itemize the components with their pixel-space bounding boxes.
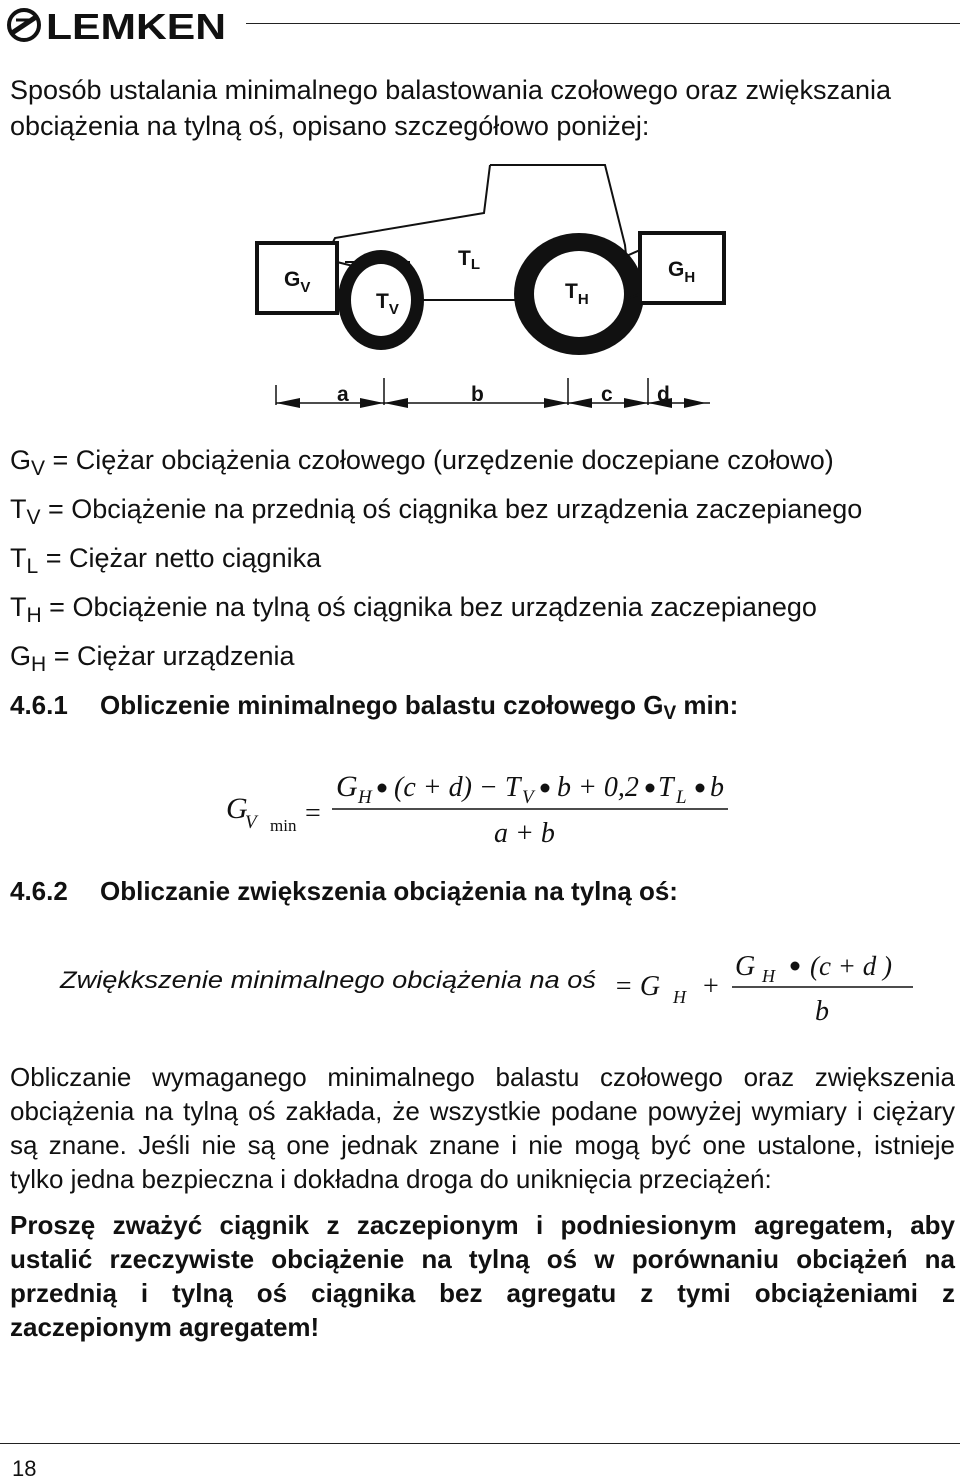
paragraph-requirements: Obliczanie wymaganego minimalnego balastu czołowego oraz zwiększenia obciążenia na tylną oś zakłada, że wszystkie podane powyżej wymiary i ciężary są znane. Jeśli nie są one jednak znane i nie mogą być one ustalone, istnieje tylko jedna bezpieczna i dokładna droga do uniknięcia przeciążeń: [10, 1062, 955, 1194]
svg-text:T: T [658, 772, 674, 803]
dim-c-label: c [601, 383, 613, 406]
svg-text:GV: $G_V$ [284, 268, 311, 296]
svg-text:TL: TL [458, 247, 480, 273]
dim-d-label: d [657, 383, 670, 406]
svg-text:Zwiękkszenie minimalnego obcią: Zwiękkszenie minimalnego obciążenia na oś [58, 967, 597, 994]
intro-text: Sposób ustalania minimalnego balastowania czołowego oraz zwiększania obciążenia na tylną oś, opisano szczegółowo poniżej: [10, 75, 892, 141]
section-heading-4-6-1: 4.6.1 Obliczenie minimalnego balastu czołowego $G_V$ min: [10, 690, 739, 724]
svg-text:= G: = G [614, 971, 661, 1002]
svg-text:(c + d ): (c + d ) [810, 951, 892, 981]
svg-text:V: V [522, 787, 534, 808]
definition-th: $T_H$ = Obciążenie na tylną oś ciągnika bez urządzenia zaczepianego [10, 592, 817, 627]
tv-label: T [376, 290, 389, 313]
svg-text:a + b: a + b [494, 818, 555, 849]
gh-label: G [668, 258, 685, 281]
svg-text:min: min [270, 816, 297, 835]
svg-text:=: = [305, 798, 321, 829]
page-number: 18 [12, 1456, 37, 1481]
definition-tv: $T_V$ = Obciążenie na przednią oś ciągnika bez urządzenia zaczepianego [10, 494, 863, 529]
brand-name: LEMKEN [46, 6, 226, 44]
svg-text:G: G [735, 951, 756, 982]
gv-label: G [284, 268, 301, 291]
header-rule [246, 23, 960, 24]
svg-text:H: H [358, 787, 372, 808]
definition-tl: $T_L$ = Ciężar netto ciągnika [10, 543, 322, 578]
dim-a-label: a [337, 383, 349, 406]
tl-label: T [458, 247, 471, 270]
svg-text:+: + [703, 971, 719, 1002]
formula-rear-axle-increase [0, 945, 960, 1030]
th-label: T [565, 280, 578, 303]
definition-gv: $G_V$ = Ciężar obciążenia czołowego (urzędzenie doczepiane czołowo) [10, 445, 834, 480]
svg-text:b: b [710, 772, 724, 803]
svg-text:(c + d) − T: (c + d) − T [394, 772, 521, 803]
svg-text:H: H [762, 966, 775, 986]
lemken-logo [6, 6, 228, 44]
definitions-list [10, 440, 955, 685]
svg-text:GH: $G_H$ [668, 258, 696, 286]
svg-text:TH: $T_H$ [565, 280, 589, 308]
svg-text:G: G [336, 770, 358, 803]
svg-text:V: V [245, 812, 257, 833]
formula-min-front-ballast [0, 760, 960, 870]
lemken-emblem-icon [9, 10, 39, 40]
svg-text:L: L [676, 787, 687, 808]
section-heading-4-6-2: 4.6.2 Obliczanie zwiększenia obciążenia na tylną oś: [10, 876, 678, 906]
paragraph-weighing-instruction: Proszę zważyć ciągnik z zaczepionym i podniesionym agregatem, aby ustalić rzeczywiste obciążenie na tylną oś w porównaniu obciążeń na przednią i tylną oś ciągnika bez agregatu z tymi obciążeniami z zaczepionym agregatem! [10, 1210, 955, 1342]
svg-text:b + 0,2: b + 0,2 [557, 772, 639, 803]
svg-text:H: H [673, 987, 686, 1007]
footer-rule [0, 1443, 960, 1444]
svg-text:TV: $T_V$ [376, 290, 399, 318]
definition-gh: $G_H$ = Ciężar urządzenia [10, 641, 295, 676]
dim-b-label: b [471, 383, 484, 406]
svg-text:b: b [815, 996, 829, 1027]
tractor-diagram [0, 150, 960, 420]
svg-text:G: G [226, 792, 248, 825]
